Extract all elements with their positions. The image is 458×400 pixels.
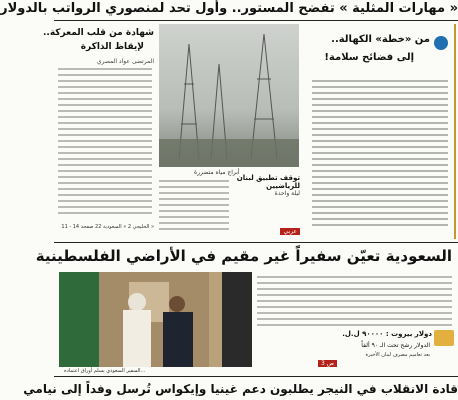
mid-rule [54, 242, 458, 243]
left-col-title-1: شهادة من قلب المعركة.. [43, 28, 154, 38]
price-box-sub1: الدولار رشح تحت الـ ٩٠ ألفاً [361, 342, 430, 349]
right-col-title-1: من «خطة» الكهالة.. [331, 34, 430, 45]
main-photo-illustration [59, 272, 249, 367]
bottom-headline: قادة الانقلاب في النيجر يطلبون دعم غينيا وإيكواس تُرسل وفداً إلى نيامي [23, 382, 458, 396]
left-col-title-2: لإيقاظ الذاكرة [80, 42, 144, 52]
price-box [304, 328, 454, 372]
right-lower-text [257, 276, 452, 326]
main-caption: ...السفير السعودي يسلم أوراق اعتماده [64, 368, 146, 374]
left-col-footer: « الخليجي 2 » السعودية 22 صفحة 14 - 11 [61, 224, 154, 230]
mid-box-line3: ليلة واحدة [274, 190, 300, 197]
side-photo [222, 272, 252, 367]
price-box-title: دولار بيروت : ٩٠٠٠٠ ل.ل. [342, 330, 432, 338]
main-photo [59, 272, 249, 367]
photo-caption: أبراج مياه متضررة [194, 169, 240, 176]
right-column-icon [434, 36, 448, 50]
left-col-text [58, 68, 152, 218]
mid-box-tag: عربي [280, 228, 300, 235]
price-box-icon [434, 330, 454, 346]
right-column [304, 24, 456, 239]
left-col-byline: المرتضى عواد المصري [96, 58, 154, 65]
mid-box-line2: للرياضيين [266, 182, 300, 190]
top-headline: « مهارات المثلية » تفضح المستور.. وأول تحد لمنصوري الرواتب بالدولار [0, 1, 458, 16]
top-rule [54, 20, 458, 21]
right-col-text [312, 80, 448, 230]
main-headline: السعودية تعيّن سفيراً غير مقيم في الأراضي الفلسطينية [35, 247, 452, 265]
tower-illustration [159, 24, 299, 167]
bottom-rule [54, 376, 458, 377]
right-col-title-2: إلى فضائح سلامة! [324, 52, 414, 63]
left-column [43, 24, 154, 239]
mid-box-line1: توقف تطبيق لبنان [236, 174, 300, 182]
price-box-tag: ص 3 [318, 360, 337, 367]
mid-box [234, 174, 300, 240]
mid-text [159, 180, 229, 232]
tower-photo [159, 24, 299, 167]
price-box-sub2: بعد تعاميم مصرف لبنان الأخيرة [365, 352, 430, 358]
